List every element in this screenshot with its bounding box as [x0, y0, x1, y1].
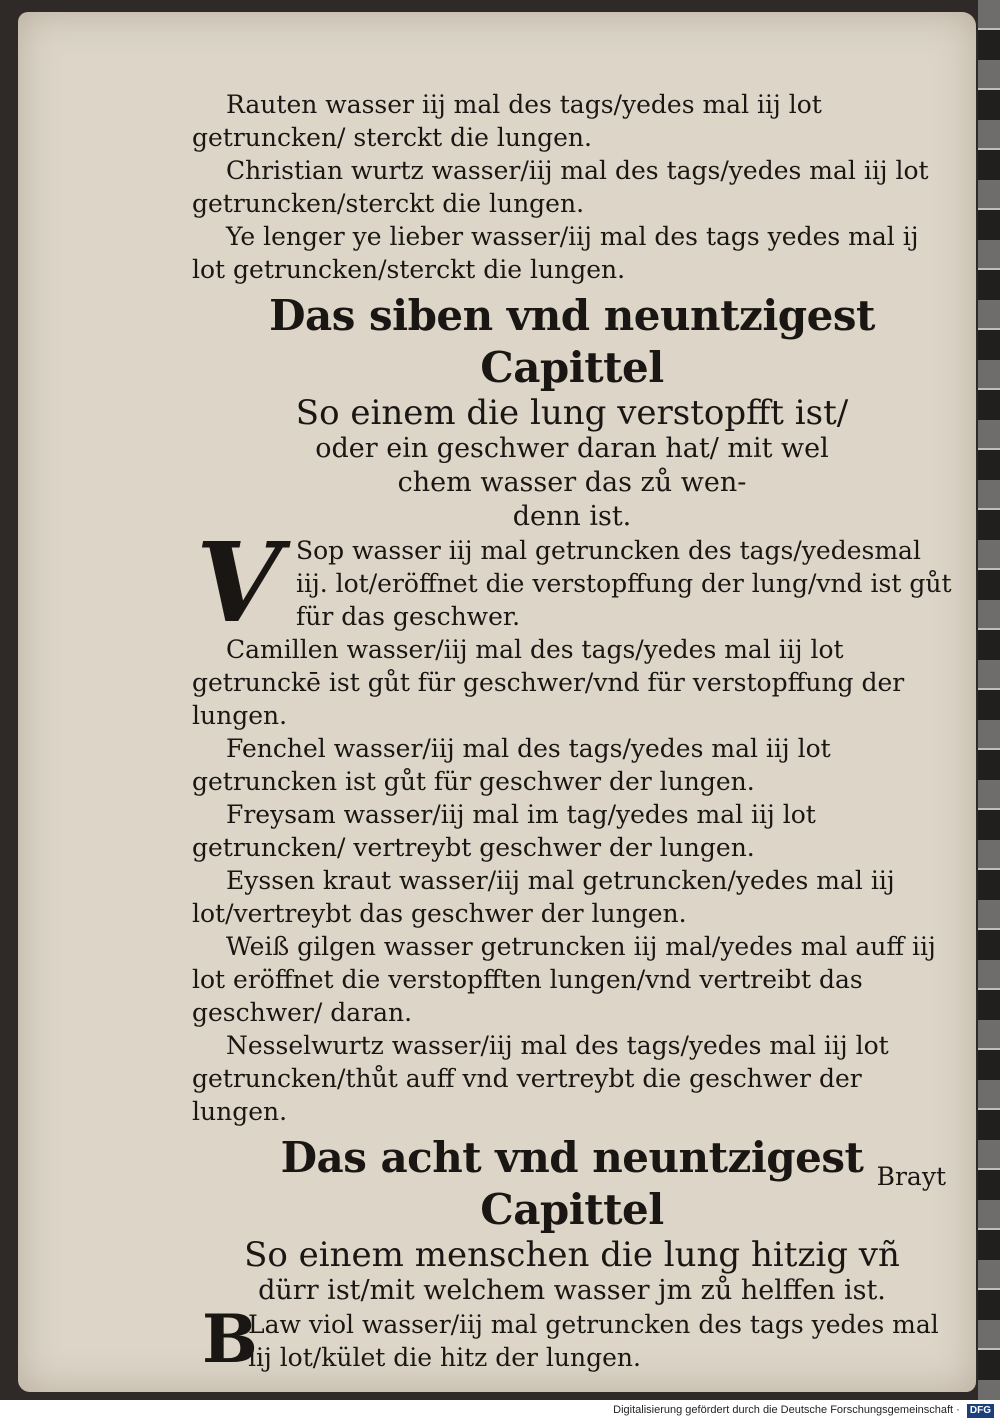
chapter-subtitle: dürr ist/mit welchem wasser jm zů helffen ist.: [258, 1275, 886, 1306]
page-text: [192, 88, 952, 1378]
paragraph-text: Law viol wasser/iij mal getruncken des tags yedes mal iij lot/kület die hitz der lungen.: [248, 1310, 939, 1372]
chapter-heading: Das siben vnd neuntzigest Capittel: [269, 291, 875, 392]
chapter-subtitle: chem wasser das zů wen-: [397, 467, 747, 498]
color-calibration-strip: [978, 0, 1000, 1400]
paragraph: Nesselwurtz wasser/iij mal des tags/yedes mal iij lot getruncken/thůt auff vnd vertreybt die geschwer der lungen.: [192, 1031, 889, 1126]
paragraph-with-initial: [192, 518, 952, 647]
paragraph-with-initial: [192, 1300, 952, 1378]
paragraph: Weiß gilgen wasser getruncken iij mal/yedes mal auff iij lot eröffnet die verstopfften lungen/vnd vertreibt das geschwer/ daran.: [192, 932, 936, 1027]
paragraph: Camillen wasser/iij mal des tags/yedes mal iij lot getrunckē ist gůt für geschwer/vnd für verstopffung der lungen.: [192, 635, 905, 730]
paragraph: Freysam wasser/iij mal im tag/yedes mal iij lot getruncken/ vertreybt geschwer der lungen.: [192, 800, 816, 862]
chapter-heading: Das acht vnd neuntzigest Capittel: [280, 1133, 864, 1234]
footer-text: Digitalisierung gefördert durch die Deutsche Forschungsgemeinschaft ·: [613, 1404, 960, 1416]
paragraph-text: Sop wasser iij mal getruncken des tags/yedesmal iij. lot/eröffnet die verstopffung der lung/vnd ist gůt für das geschwer.: [296, 536, 952, 631]
chapter-subtitle: oder ein geschwer daran hat/ mit wel: [315, 433, 829, 464]
catchword: Brayt: [876, 1162, 946, 1191]
paragraph: Eyssen kraut wasser/iij mal getruncken/yedes mal iij lot/vertreybt das geschwer der lungen.: [192, 866, 895, 928]
chapter-subtitle: So einem die lung verstopfft ist/: [295, 393, 849, 433]
chapter-subtitle: denn ist.: [512, 501, 632, 532]
decorated-initial: B: [202, 1300, 258, 1378]
digitization-footer: [0, 1400, 1000, 1420]
dfg-logo: DFG: [967, 1404, 994, 1418]
decorated-initial: V: [196, 518, 282, 647]
paragraph: Christian wurtz wasser/iij mal des tags/yedes mal iij lot getruncken/sterckt die lungen.: [192, 156, 929, 218]
chapter-subtitle: So einem menschen die lung hitzig vñ: [244, 1235, 900, 1275]
paragraph: Rauten wasser iij mal des tags/yedes mal iij lot getruncken/ sterckt die lungen.: [192, 90, 822, 152]
paragraph: Fenchel wasser/iij mal des tags/yedes mal iij lot getruncken ist gůt für geschwer der lungen.: [192, 734, 831, 796]
paragraph: Ye lenger ye lieber wasser/iij mal des tags yedes mal ij lot getruncken/sterckt die lungen.: [192, 222, 919, 284]
